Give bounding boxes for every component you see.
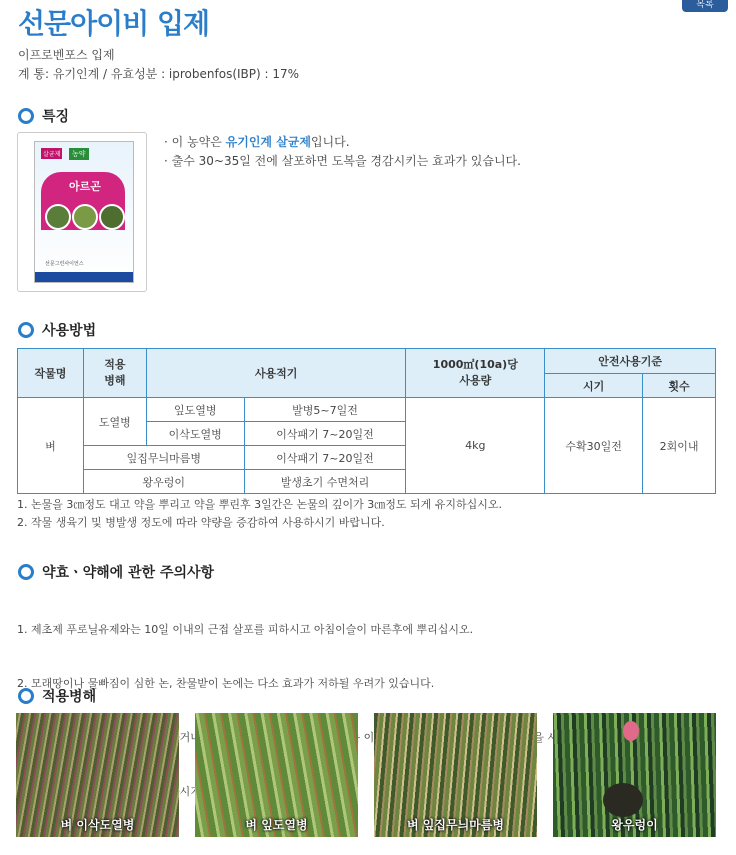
- feature-item: · 출수 30~35일 전에 살포하면 도복을 경감시키는 효과가 있습니다.: [164, 154, 521, 168]
- disease-cell: 잎집무늬마름병: [83, 446, 244, 470]
- feature-item: · 이 농약은 유기인계 살균제입니다.: [164, 135, 350, 149]
- package-photo-3: [99, 204, 125, 230]
- header-period: 시기: [545, 374, 643, 398]
- header-amount: 1000㎡(10a)당 사용량: [406, 349, 545, 398]
- usage-notes: [17, 496, 502, 532]
- timing-cell: 발병5~7일전: [244, 398, 406, 422]
- usage-table: [17, 348, 716, 494]
- period-cell: 수확30일전: [545, 398, 643, 494]
- disease-cell: 왕우렁이: [83, 470, 244, 494]
- note-item: 2. 작물 생육기 및 병발생 정도에 따라 약량을 증감하여 사용하시기 바랍니다.: [17, 516, 385, 529]
- header-disease: 적용 병해: [83, 349, 146, 398]
- note-item: 1. 논물을 3㎝정도 대고 약을 뿌리고 약을 뿌린후 3일간은 논물의 깊이가 3㎝정도 되게 유지하십시오.: [17, 498, 502, 511]
- package-maker: 선문그린사이언스: [45, 261, 84, 267]
- section-bullet-icon: [18, 108, 34, 124]
- snail-shell: [603, 783, 643, 817]
- feature-highlight: 유기인계 살균제: [225, 135, 311, 149]
- photo-caption: 벼 잎집무늬마름병: [407, 818, 504, 832]
- diseases-heading-text: 적용병해: [42, 689, 97, 705]
- section-bullet-icon: [18, 322, 34, 338]
- header-safety: 안전사용기준: [545, 349, 716, 374]
- header-timing: 사용적기: [146, 349, 406, 398]
- features-list: [164, 133, 521, 171]
- package-photo-1: [45, 204, 71, 230]
- header-crop: 작물명: [18, 349, 84, 398]
- product-subtitle: 이프로벤포스 입제: [18, 48, 115, 62]
- list-button[interactable]: 목록: [682, 0, 728, 12]
- page-title: 선문아이비 입제: [18, 7, 210, 40]
- cautions-heading: [18, 562, 214, 582]
- product-image: [17, 132, 147, 292]
- disease-photos: [16, 713, 716, 837]
- disease-photo: [16, 713, 179, 837]
- features-heading: [18, 106, 69, 126]
- disease-group-cell: 도열병: [83, 398, 146, 446]
- disease-photo: [553, 713, 716, 837]
- package-tag-type: 농약: [69, 148, 89, 160]
- header-count: 횟수: [643, 374, 716, 398]
- usage-heading-text: 사용방법: [42, 323, 97, 339]
- count-cell: 2회이내: [643, 398, 716, 494]
- features-heading-text: 특징: [42, 109, 70, 125]
- package-bottom-band: [35, 272, 133, 282]
- disease-photo: [374, 713, 537, 837]
- package-tag-category: 살균제: [41, 148, 62, 159]
- disease-cell: 이삭도열병: [146, 422, 244, 446]
- package-photo-2: [72, 204, 98, 230]
- crop-cell: 벼: [18, 398, 84, 494]
- disease-cell: 잎도열병: [146, 398, 244, 422]
- section-bullet-icon: [18, 688, 34, 704]
- active-ingredient: 계 통: 유기인계 / 유효성분 : iprobenfos(IBP) : 17%: [18, 67, 300, 81]
- timing-cell: 이삭패기 7~20일전: [244, 446, 406, 470]
- cautions-heading-text: 약효ㆍ약해에 관한 주의사항: [42, 565, 215, 581]
- timing-cell: 이삭패기 7~20일전: [244, 422, 406, 446]
- snail-egg-mass: [623, 721, 639, 741]
- diseases-heading: [18, 686, 96, 706]
- caution-item: 1. 제초제 푸로닐유제와는 10일 이내의 근접 살포를 피하시고 아침이슬이 마른후에 뿌리십시오.: [17, 623, 474, 636]
- caution-item: 2. 모래땅이나 물빠짐이 심한 논, 찬물받이 논에는 다소 효과가 저하될 우려가 있습니다.: [17, 677, 435, 690]
- usage-heading: [18, 320, 96, 340]
- package-brand: 아르곤: [69, 180, 101, 193]
- caution-item: 이: [363, 731, 375, 744]
- product-package: [34, 141, 134, 283]
- section-bullet-icon: [18, 564, 34, 580]
- photo-caption: 벼 이삭도열병: [60, 818, 135, 832]
- timing-cell: 발생초기 수면처리: [244, 470, 406, 494]
- disease-photo: [195, 713, 358, 837]
- amount-cell: 4kg: [406, 398, 545, 494]
- photo-caption: 벼 잎도열병: [245, 818, 308, 832]
- photo-caption: 왕우렁이: [611, 818, 658, 832]
